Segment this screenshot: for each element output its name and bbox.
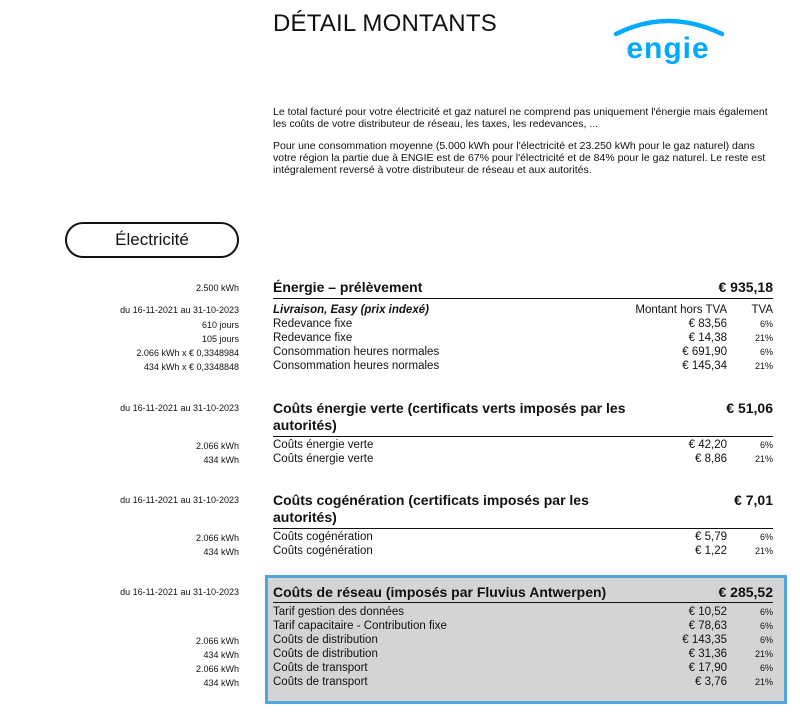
row-amount: € 17,90 <box>688 662 727 674</box>
cogen-title: Coûts cogénération (certificats imposés par les autorités) <box>273 492 589 525</box>
row-label: Coûts de transport <box>273 662 368 674</box>
row-left-label: 434 kWh <box>203 455 239 465</box>
row-amount: € 42,20 <box>688 439 727 451</box>
row-label: Coûts de transport <box>273 676 368 688</box>
cogen-total: € 7,01 <box>734 492 773 508</box>
cogen-period: du 16-11-2021 au 31-10-2023 <box>120 495 239 505</box>
row-amount: € 78,63 <box>688 620 727 632</box>
verte-total: € 51,06 <box>726 400 773 416</box>
row-label: Coûts cogénération <box>273 545 373 557</box>
row-amount: € 1,22 <box>695 545 727 557</box>
row-label: Coûts énergie verte <box>273 453 374 465</box>
electricity-tab[interactable] <box>65 222 239 258</box>
row-tva: 21% <box>754 677 773 687</box>
row-tva: 6% <box>759 347 773 357</box>
svg-text:engie: engie <box>626 32 710 64</box>
row-amount: € 691,90 <box>682 346 727 358</box>
row-label: Tarif gestion des données <box>273 606 405 618</box>
row-tva: 6% <box>759 663 773 673</box>
row-left-label: 2.066 kWh <box>195 636 239 646</box>
row-left-label: 2.066 kWh <box>195 441 239 451</box>
row-tva: 6% <box>759 440 773 450</box>
row-left-label: 105 jours <box>201 334 239 344</box>
verte-period: du 16-11-2021 au 31-10-2023 <box>120 403 239 413</box>
row-left-label: 434 kWh <box>203 650 239 660</box>
row-amount: € 3,76 <box>695 676 727 688</box>
energie-period: du 16-11-2021 au 31-10-2023 <box>120 305 239 315</box>
reseau-total: € 285,52 <box>718 584 773 600</box>
row-left-label: 434 kWh <box>203 547 239 557</box>
amount-column-header: Montant hors TVA <box>635 304 727 316</box>
row-label: Tarif capacitaire - Contribution fixe <box>273 620 447 632</box>
row-left-label: 610 jours <box>201 320 239 330</box>
row-tva: 6% <box>759 607 773 617</box>
row-tva: 21% <box>754 649 773 659</box>
row-tva: 21% <box>754 333 773 343</box>
row-left-label: 2.066 kWh x € 0,3348984 <box>136 348 239 358</box>
divider <box>273 298 773 299</box>
electricity-tab-label: Électricité <box>115 230 189 249</box>
row-amount: € 31,36 <box>688 648 727 660</box>
intro-paragraph-1: Le total facturé pour votre électricité et gaz naturel ne comprend pas uniquement l'énergie mais également les coûts de votre distributeur de réseau, les taxes, les redevances, ... <box>273 106 768 130</box>
energie-title: Énergie – prélèvement <box>273 279 423 295</box>
energie-total: € 935,18 <box>718 279 773 295</box>
row-amount: € 8,86 <box>695 453 727 465</box>
row-tva: 21% <box>754 361 773 371</box>
reseau-title: Coûts de réseau (imposés par Fluvius Antwerpen) <box>273 584 607 600</box>
row-label: Coûts énergie verte <box>273 439 374 451</box>
row-left-label: 434 kWh x € 0,3348848 <box>143 362 239 372</box>
verte-title: Coûts énergie verte (certificats verts imposés par les autorités) <box>273 400 626 433</box>
row-label: Consommation heures normales <box>273 360 440 372</box>
row-label: Consommation heures normales <box>273 346 440 358</box>
row-amount: € 143,35 <box>682 634 727 646</box>
row-tva: 21% <box>754 546 773 556</box>
divider <box>273 602 773 603</box>
row-label: Redevance fixe <box>273 318 353 330</box>
reseau-period: du 16-11-2021 au 31-10-2023 <box>120 587 239 597</box>
tva-column-header: TVA <box>751 304 773 316</box>
energie-subheader-label: Livraison, Easy (prix indexé) <box>273 304 429 316</box>
divider <box>273 528 773 529</box>
row-amount: € 5,79 <box>695 531 727 543</box>
row-label: Coûts de distribution <box>273 634 378 646</box>
row-tva: 6% <box>759 621 773 631</box>
intro-paragraph-2: Pour une consommation moyenne (5.000 kWh pour l'électricité et 23.250 kWh pour le gaz naturel) dans votre région la partie due à ENGIE est de 67% pour l'électricité et de 84% pour le gaz naturel. Le reste est intégralement reversé à votre distributeur de réseau et aux autorités. <box>273 140 766 176</box>
row-amount: € 10,52 <box>688 606 727 618</box>
row-amount: € 83,56 <box>688 318 727 330</box>
row-left-label: 434 kWh <box>203 678 239 688</box>
row-left-label: 2.066 kWh <box>195 664 239 674</box>
engie-logo <box>602 14 734 64</box>
row-label: Redevance fixe <box>273 332 353 344</box>
row-tva: 6% <box>759 319 773 329</box>
row-label: Coûts cogénération <box>273 531 373 543</box>
row-amount: € 14,38 <box>688 332 727 344</box>
row-tva: 21% <box>754 454 773 464</box>
page-title: DÉTAIL MONTANTS <box>273 10 497 37</box>
row-left-label: 2.066 kWh <box>195 533 239 543</box>
row-tva: 6% <box>759 635 773 645</box>
energie-quantity: 2.500 kWh <box>195 283 239 293</box>
row-label: Coûts de distribution <box>273 648 378 660</box>
row-tva: 6% <box>759 532 773 542</box>
divider <box>273 436 773 437</box>
row-amount: € 145,34 <box>682 360 727 372</box>
